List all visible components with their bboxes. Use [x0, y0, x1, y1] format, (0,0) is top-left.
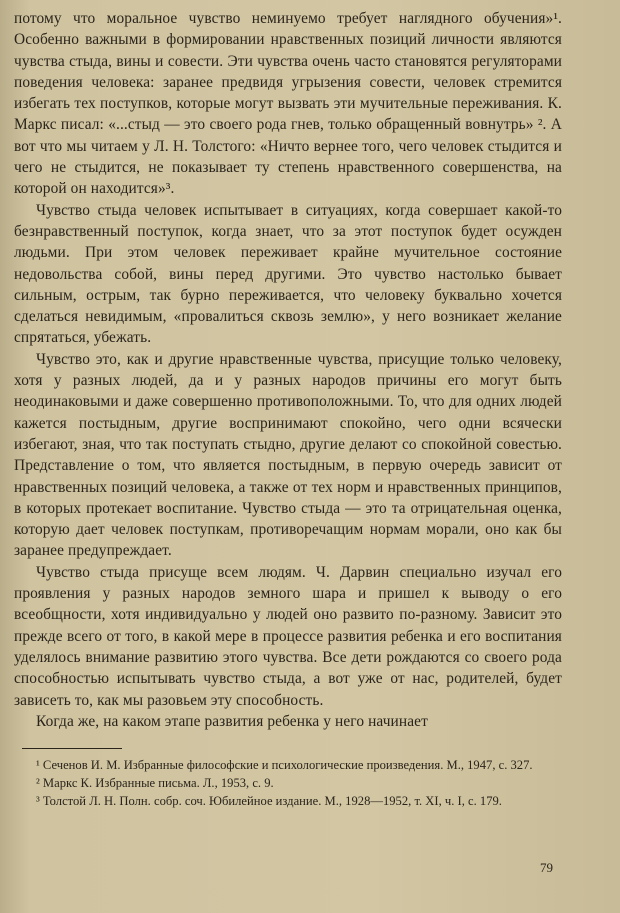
footnotes	[14, 756, 562, 810]
footnote-3: ³ Толстой Л. Н. Полн. собр. соч. Юбилейное издание. М., 1928—1952, т. XI, ч. I, с. 179.	[36, 794, 502, 808]
footnote-2: ² Маркс К. Избранные письма. Л., 1953, с. 9.	[36, 776, 274, 790]
main-text	[14, 8, 562, 732]
page-number: 79	[540, 860, 553, 875]
paragraph-4: Чувство стыда присуще всем людям. Ч. Дарвин специально изучал его проявления у разных народов земного шара и пришел к выводу о его всеобщности, хотя индивидуально у людей оно развито по-разному. Зависит это прежде всего от того, в какой мере в процессе развития ребенка и его воспитания уделялось внимание развитию этого чувства. Все дети рождаются со своего рода способностью испытывать чувство стыда, а вот уже от нас, родителей, будет зависеть то, как мы разовьем эту способность.	[14, 563, 562, 709]
paragraph-3: Чувство это, как и другие нравственные чувства, присущие только человеку, хотя у разных людей, да и у разных народов причины его могут быть неодинаковыми и даже совершенно противоположными. То, что для одних людей кажется постыдным, другие воспринимают спокойно, чего одни всячески избегают, зная, что так поступать стыдно, другие делают со спокойной совестью. Представление о том, что является постыдным, в первую очередь зависит от нравственных позиций человека, а также от тех норм и нравственных принципов, в которых протекает воспитание. Чувство стыда — это та отрицательная оценка, которую дает человек поступкам, противоречащим нормам морали, оно как бы заранее предупреждает.	[14, 350, 562, 560]
footnote-1: ¹ Сеченов И. М. Избранные философские и психологические произведения. М., 1947, с. 327.	[36, 758, 533, 772]
paragraph-5: Когда же, на каком этапе развития ребенка у него начинает	[36, 712, 428, 730]
footnote-divider	[22, 748, 122, 749]
paragraph-1: потому что моральное чувство неминуемо требует наглядного обучения»¹. Особенно важными в формировании нравственных позиций личности являются чувства стыда, вины и совести. Эти чувства очень часто становятся регуляторами поведения человека: заранее предвидя угрызения совести, человек стремится избегать тех поступков, которые могут вызвать эти мучительные переживания. К. Маркс писал: «...стыд — это своего рода гнев, только обращенный вовнутрь» ². А вот что мы читаем у Л. Н. Толстого: «Ничто вернее того, чего человек стыдится и чего не стыдится, не показывает ту степень нравственного совершенства, на которой он находится»³.	[14, 10, 562, 198]
paragraph-2: Чувство стыда человек испытывает в ситуациях, когда совершает какой-то безнравственный поступок, когда знает, что за этот поступок будет осужден людьми. При этом человек переживает крайне мучительное состояние недовольства собой, вины перед другими. Это чувство настолько бывает сильным, острым, так бурно переживается, что человеку буквально хочется сделаться невидимым, «провалиться сквозь землю», у него возникает желание спрятаться, убежать.	[14, 201, 562, 347]
